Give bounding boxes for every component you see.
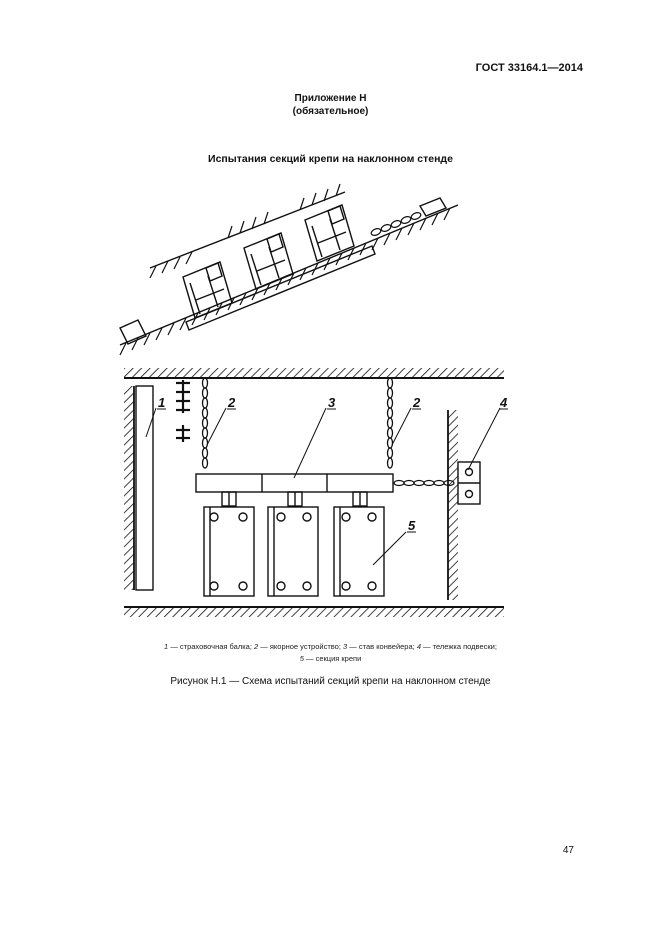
legend-text-2: — якорное устройство; (260, 642, 343, 651)
legend-line-1 (0, 641, 661, 653)
anchor-block (420, 198, 446, 216)
appendix-status: (обязательное) (292, 106, 369, 117)
trolley-chain (394, 481, 454, 486)
right-wall (448, 410, 458, 600)
page-number: 47 (562, 845, 574, 856)
inclined-section-3 (305, 205, 354, 261)
callout-2-left: 2 (228, 395, 236, 410)
legend-text-5: — секция крепи (305, 654, 362, 663)
support-section-3 (334, 507, 384, 596)
support-section-1 (204, 507, 254, 596)
front-floor (124, 607, 504, 617)
front-view (124, 368, 504, 617)
legend-num-2: 2 (254, 642, 259, 651)
callout-2-right: 2 (413, 395, 421, 410)
section-title: Испытания секций крепи на наклонном стенде (208, 153, 453, 165)
legend-num-4: 4 (416, 642, 421, 651)
support-section-2 (268, 507, 318, 596)
appendix-title: Приложение Н (294, 93, 367, 104)
callout-5: 5 (408, 518, 416, 533)
callout-1: 1 (158, 395, 166, 410)
legend-num-3: 3 (343, 642, 348, 651)
anchor-chain-left (203, 378, 208, 468)
legend-num-1: 1 (164, 642, 169, 651)
leader-lines (146, 408, 500, 565)
legend-text-3: — став конвейера; (349, 642, 417, 651)
inclined-stand-view (120, 184, 458, 355)
standard-number: ГОСТ 33164.1—2014 (475, 62, 583, 74)
inclined-section-1 (183, 262, 232, 318)
safety-beam (136, 386, 153, 590)
support-symbols (176, 380, 190, 442)
left-wall (124, 386, 134, 590)
legend-line-2 (0, 653, 661, 665)
legend-num-5: 5 (299, 654, 304, 663)
callout-3: 3 (328, 395, 336, 410)
legend-text-1: — страховочная балка; (170, 642, 254, 651)
beam-connectors (222, 492, 367, 506)
figure-caption: Рисунок Н.1 — Схема испытаний секций крепи на наклонном стенде (170, 676, 491, 687)
anchor-chain-right (388, 378, 393, 468)
callout-4: 4 (500, 395, 508, 410)
front-ceiling (124, 368, 504, 378)
legend-text-4: — тележка подвески; (423, 642, 497, 651)
figure-legend (0, 641, 661, 665)
base-block (120, 320, 146, 344)
